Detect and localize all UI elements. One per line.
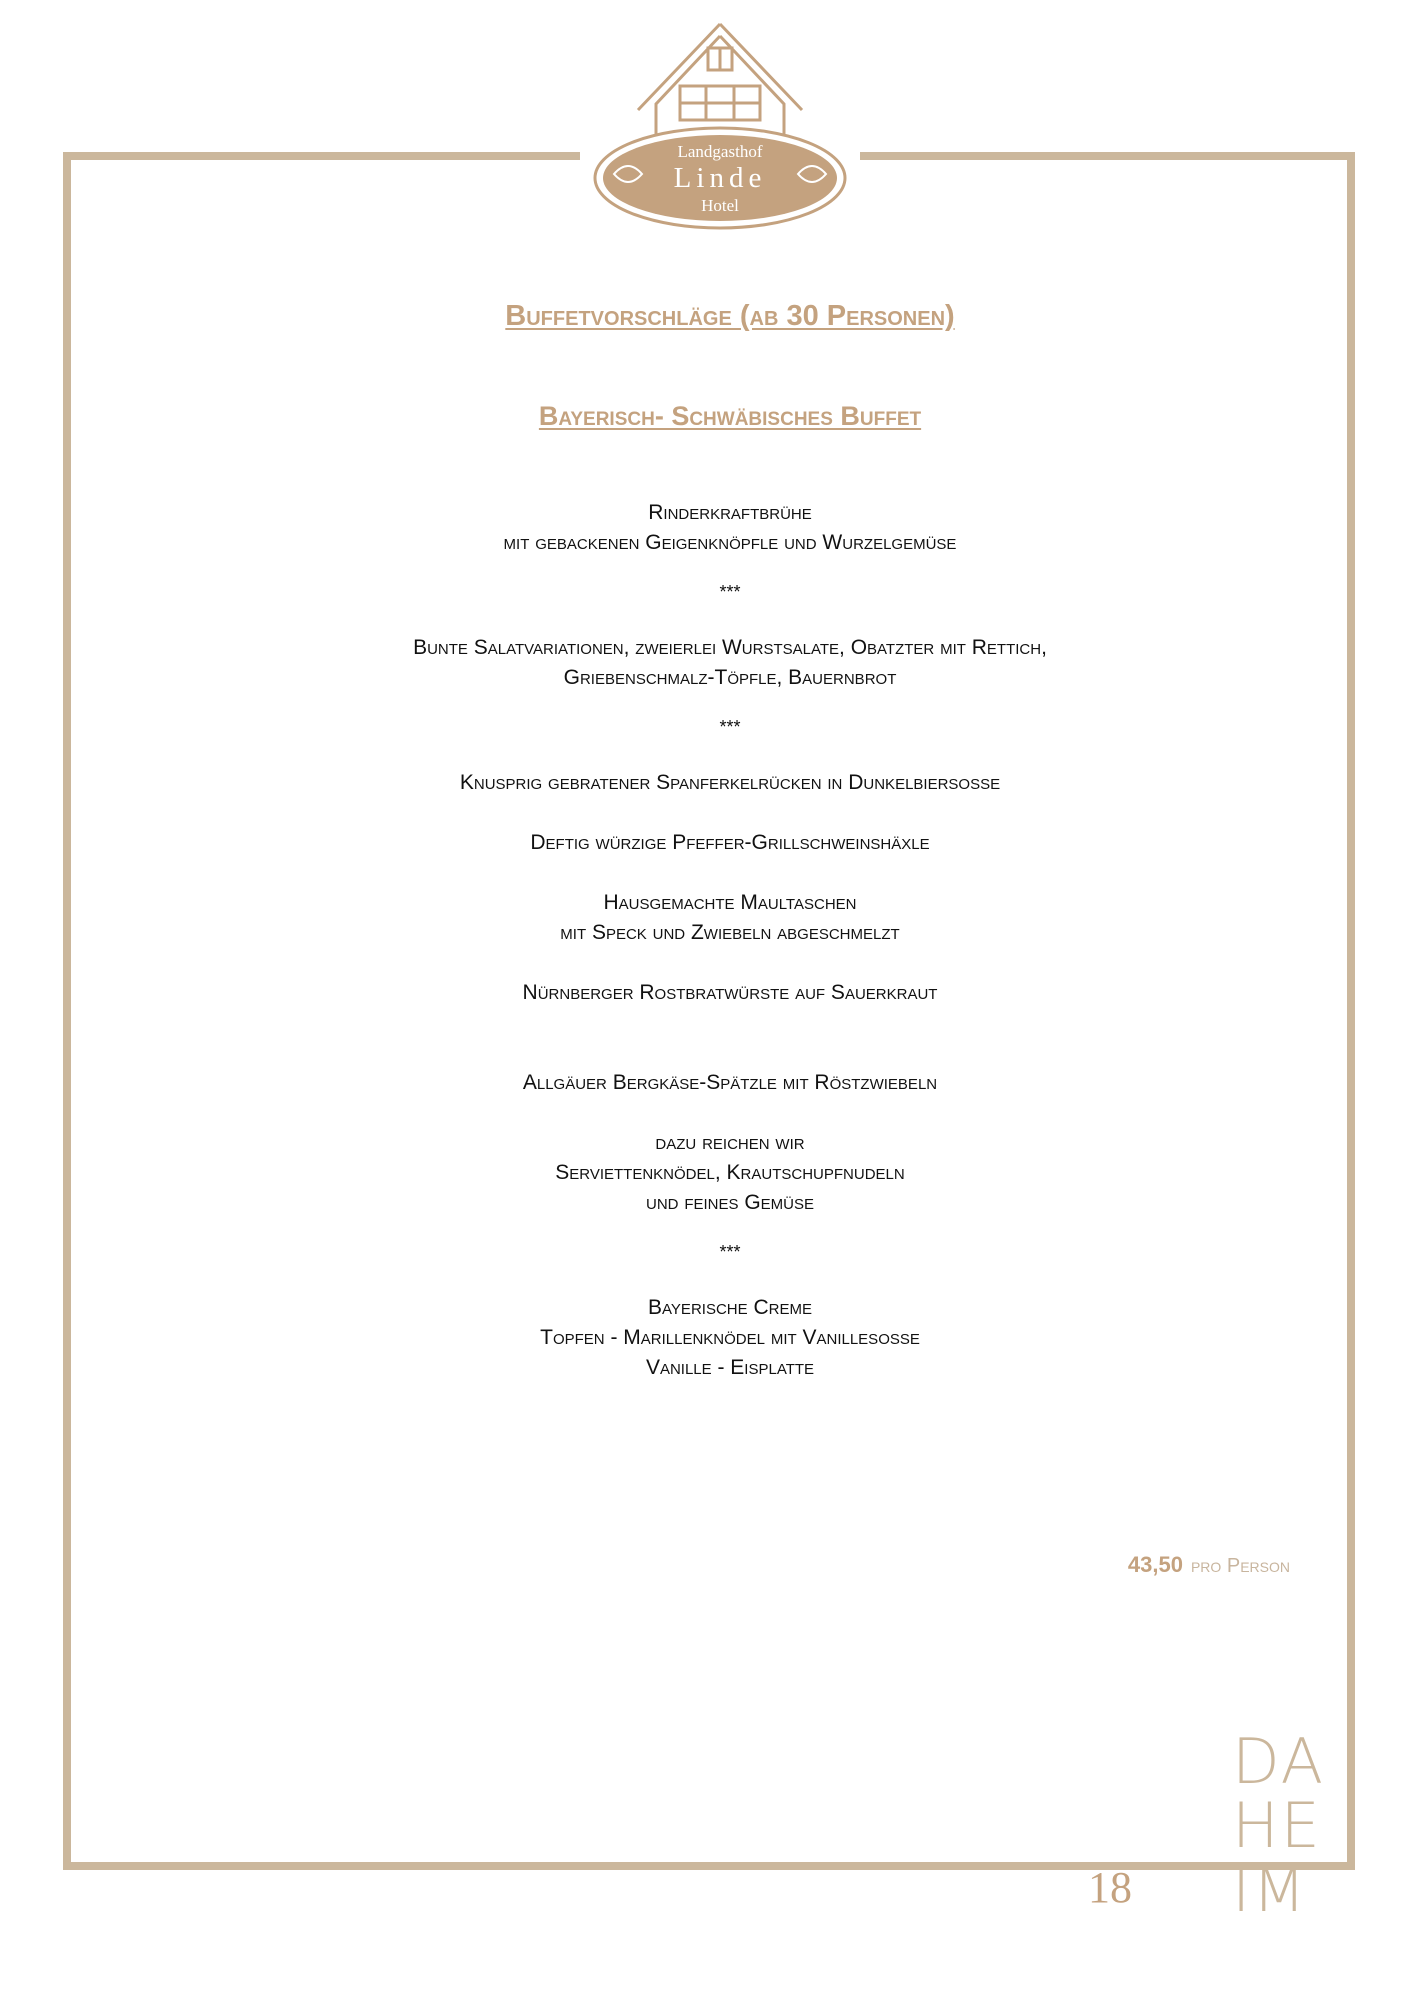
logo-line-1: Landgasthof: [677, 142, 763, 161]
separator: ***: [719, 582, 741, 602]
menu-line: mit gebackenen Geigenknöpfle und Wurzelgemüse: [503, 531, 957, 554]
menu-line: Bayerische Creme: [648, 1296, 812, 1319]
page-number: 18: [1088, 1863, 1132, 1912]
brand-line: DA: [1232, 1725, 1326, 1798]
menu-line: Vanille - Eisplatte: [645, 1356, 815, 1379]
menu-line: Rinderkraftbrühe: [648, 501, 812, 524]
menu-content: [120, 300, 1340, 1383]
brand-wordmark: [1232, 1725, 1332, 1926]
brand-line: IM: [1232, 1853, 1308, 1926]
menu-line: Allgäuer Bergkäse-Spätzle mit Röstzwiebeln: [522, 1071, 938, 1094]
menu-line: Deftig würzige Pfeffer-Grillschweinshäxle: [530, 831, 930, 854]
menu-line: dazu reichen wir: [655, 1131, 805, 1154]
menu-line: Topfen - Marillenknödel mit Vanillesoße: [540, 1326, 920, 1349]
price-unit: pro Person: [1190, 1555, 1290, 1577]
logo-line-2: Linde: [673, 162, 767, 194]
menu-line: Bunte Salatvariationen, zweierlei Wurstsalate, Obatzter mit Rettich,: [413, 636, 1047, 659]
menu-line: Griebenschmalz-Töpfle, Bauernbrot: [563, 666, 897, 689]
price: [1128, 1552, 1290, 1578]
logo-line-3: Hotel: [701, 196, 739, 215]
buffet-title: Bayerisch- Schwäbisches Buffet: [538, 401, 922, 431]
menu-line: Hausgemachte Maultaschen: [603, 891, 857, 914]
price-amount: 43,50: [1127, 1552, 1183, 1577]
separator: ***: [719, 717, 741, 737]
page-title: Buffetvorschläge (ab 30 Personen): [505, 300, 955, 332]
menu-line: Knusprig gebratener Spanferkelrücken in Dunkelbiersoße: [459, 771, 1001, 794]
menu-line: Serviettenknödel, Krautschupfnudeln: [555, 1161, 905, 1184]
hotel-logo: [580, 18, 860, 230]
separator: ***: [719, 1242, 741, 1262]
menu-line: Nürnberger Rostbratwürste auf Sauerkraut: [522, 981, 938, 1004]
menu-line: und feines Gemüse: [645, 1191, 815, 1214]
menu-line: mit Speck und Zwiebeln abgeschmelzt: [560, 921, 900, 944]
brand-line: HE: [1232, 1789, 1322, 1862]
